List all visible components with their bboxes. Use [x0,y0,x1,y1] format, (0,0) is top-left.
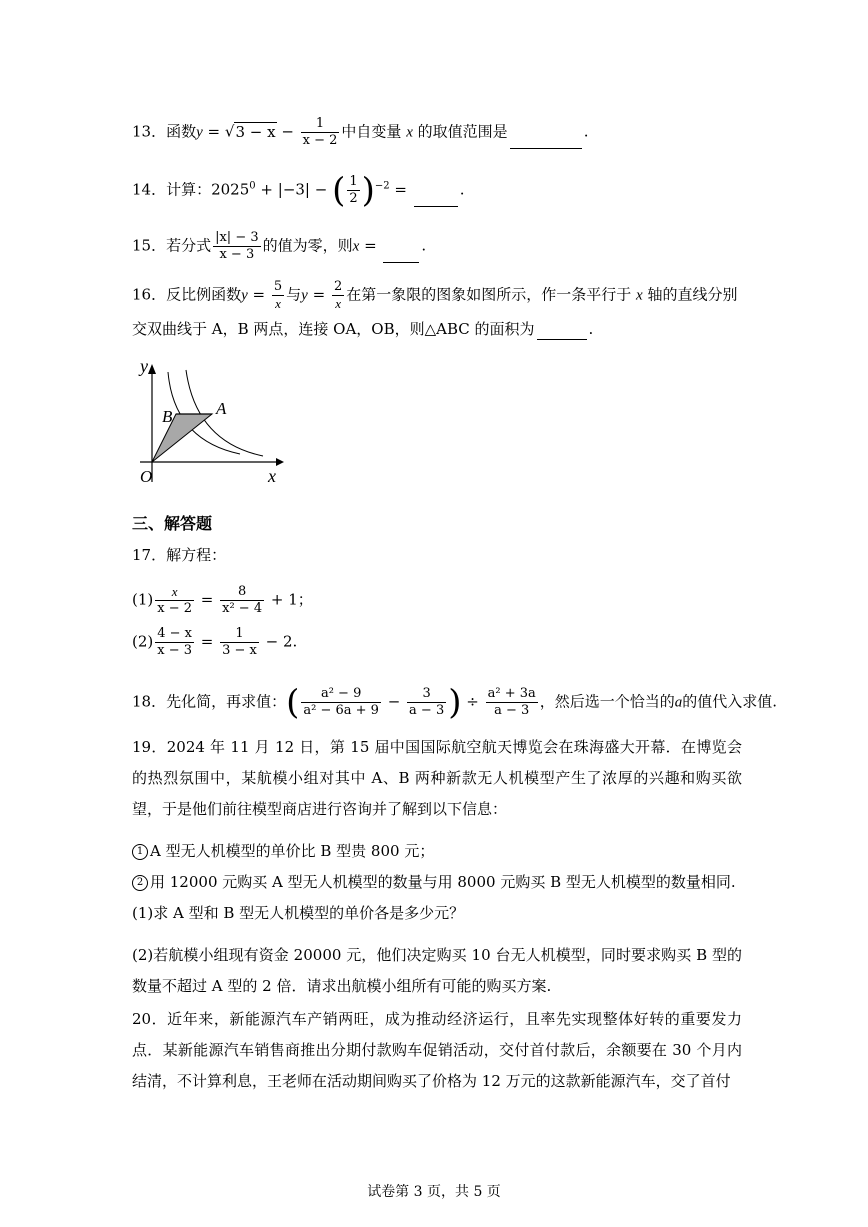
curve-k2 [168,372,240,454]
fraction: $\frac{1}{2}$ [349,174,358,206]
y-axis-arrow [148,364,156,374]
circled-number: 1 [132,844,148,860]
question-19-info1: 1 A 型无人机模型的单价比 B 型贵 800 元； [132,840,434,862]
y-axis-label: y [140,356,148,376]
x-axis-arrow [276,458,284,466]
question-17-part2: (2) $\frac{4 - x}{x - 3}$ = $\frac{1}{3 - x}$ − 2. [132,626,298,658]
fraction: $\frac{5}{x}$ [273,279,283,311]
point-b-label: B [162,407,173,426]
question-16-line1: 16．反比例函数y = $\frac{5}{x}$ 与y = $\frac{2}{x}$ 在第一象限的图象如图所示，作一条平行于 x 轴的直线分别 [132,279,738,311]
fraction: $\frac{\text{a² + 3a}}{a - 3}$ [487,686,536,718]
x-axis-label: x [268,466,276,486]
question-19-info2: 2 用 12000 元购买 A 型无人机模型的数量与用 8000 元购买 B 型无人机模型的数量相同. [132,871,736,893]
hyperbola-graph [128,352,288,492]
question-19-part2: (2)若航模小组现有资金 20000 元，他们决定购买 10 台无人机模型，同时要求购买 B 型的数量不超过 A 型的 2 倍．请求出航模小组所有可能的购买方案. [132,946,742,995]
question-15: 15．若分式 $\frac{|x| - 3}{x - 3}$ 的值为零，则x = . [132,230,427,262]
question-14: 14．计算：$2025^0 + |-3|$ − ( $\frac{1}{2}$ )$^{-2}$ = . [132,170,465,211]
answer-blank[interactable] [414,205,458,207]
fraction: $\frac{x}{x - 2}$ [157,584,193,616]
answer-blank[interactable] [537,338,587,340]
circled-number: 2 [132,875,148,891]
question-18: 18．先化简，再求值：( $\frac{\text{a² − 9}}{\text{a² − 6a + 9}}$ − $\frac{3}{a - 3}$ ) ÷ $\frac{\text{a² + 3a}}{a - 3}$ ，然后选一个恰当的a的值代入求值. [132,682,778,723]
page-footer: 试卷第 3 页，共 5 页 [367,1184,501,1200]
question-17-title: 17．解方程： [132,546,227,564]
fraction: $\frac{1}{x - 2}$ [302,116,338,148]
question-16-line2: 交双曲线于 A，B 两点，连接 OA，OB，则△ABC 的面积为 . [132,320,594,338]
question-20: 20．近年来，新能源汽车产销两旺，成为推动经济运行，且率先实现整体好转的重要发力点．某新能源汽车销售商推出分期付款购车促销活动，交付首付款后，余额要在 30 个月内结清，不计算利息，王老师在活动期间购买了价格为 12 万元的这款新能源汽车，交了首付 [132,1010,742,1090]
fraction: $\frac{4 - x}{x - 3}$ [157,626,193,658]
question-17-part1: (1) $\frac{x}{x - 2}$ = $\frac{8}{\text{x² − 4}}$ + 1； [132,584,313,616]
fraction: $\frac{1}{3 - x}$ [222,626,257,658]
question-13: 13．函数y = √3 − x − $\frac{1}{x - 2}$ 中自变量 x 的取值范围是 . [132,116,589,148]
origin-label: O [140,467,153,486]
question-19-intro: 19．2024 年 11 月 12 日，第 15 届中国国际航空航天博览会在珠海盛大开幕．在博览会的热烈氛围中，某航模小组对其中 A、B 两种新款无人机模型产生了浓厚的兴趣和购买欲望，于是他们前往模型商店进行咨询并了解到以下信息： [132,738,742,818]
answer-blank[interactable] [510,147,582,149]
fraction: $\frac{\text{a² − 9}}{\text{a² − 6a + 9}}$ [303,686,379,718]
section-heading: 三、解答题 [132,514,213,533]
question-19-part1: (1)求 A 型和 B 型无人机模型的单价各是多少元？ [132,904,465,922]
fraction: $\frac{|x| - 3}{x - 3}$ [215,230,259,262]
shaded-triangle [152,414,212,462]
fraction: $\frac{8}{\text{x² − 4}}$ [222,584,263,616]
fraction: $\frac{2}{x}$ [333,279,343,311]
answer-blank[interactable] [383,261,419,263]
point-a-label: A [216,399,227,418]
fraction: $\frac{3}{a - 3}$ [409,686,445,718]
